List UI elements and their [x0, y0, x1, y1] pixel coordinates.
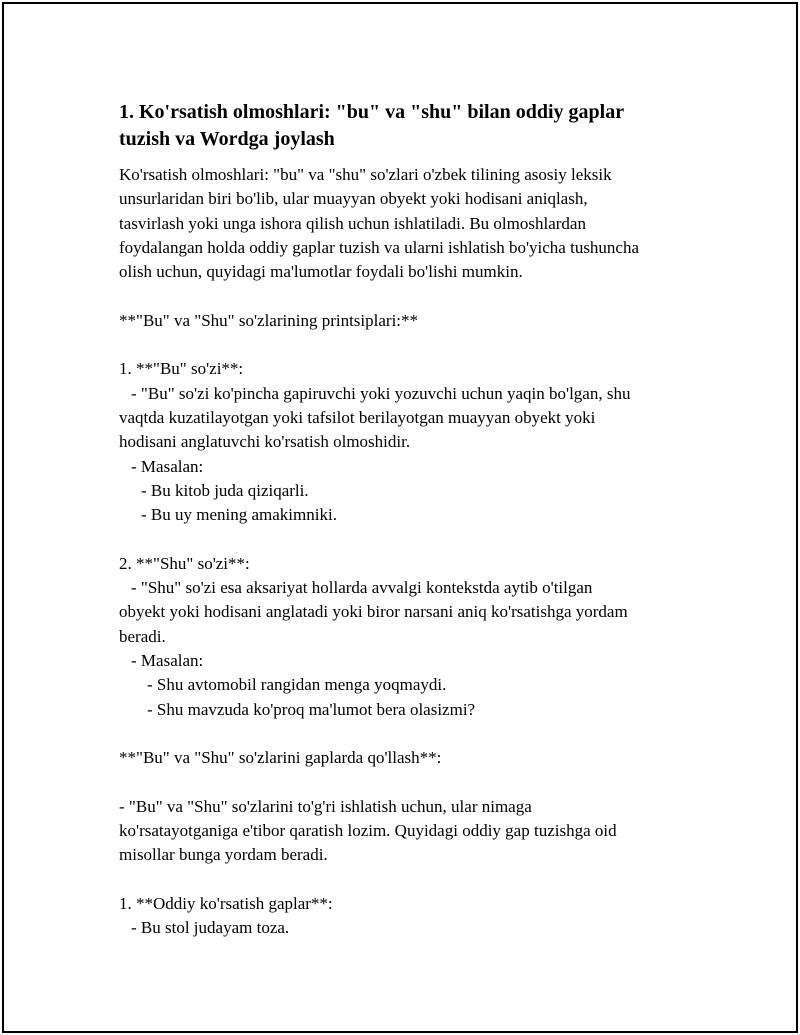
spacer — [119, 770, 699, 794]
shu-heading: 2. **"Shu" so'zi**: — [119, 553, 250, 573]
text-line: hodisani anglatuvchi ko'rsatish olmoshidir. — [119, 432, 411, 452]
principles-heading: **"Bu" va "Shu" so'zlarining printsiplari:** — [119, 310, 419, 330]
document-page — [2, 2, 798, 1033]
spacer — [119, 333, 699, 357]
example-label: - Masalan: — [131, 650, 204, 670]
spacer — [119, 527, 699, 551]
text-line: obyekt yoki hodisani anglatadi yoki biror narsani aniq ko'rsatishga yordam — [119, 602, 628, 622]
text-line: misollar bunga yordam beradi. — [119, 845, 328, 865]
title-line: 1. Ko'rsatish olmoshlari: "bu" va "shu" bilan oddiy gaplar — [119, 101, 625, 123]
text-line: beradi. — [119, 626, 166, 646]
bu-section — [119, 357, 699, 527]
bu-heading: 1. **"Bu" so'zi**: — [119, 359, 244, 379]
spacer — [119, 868, 699, 892]
text-line: olish uchun, quyidagi ma'lumotlar foydali bo'lishi mumkin. — [119, 262, 523, 282]
title-line: tuzish va Wordga joylash — [119, 128, 335, 150]
spacer — [119, 722, 699, 746]
example-item: - Shu avtomobil rangidan menga yoqmaydi. — [147, 675, 447, 695]
spacer — [119, 284, 699, 308]
text-line: foydalangan holda oddiy gaplar tuzish va ularni ishlatish bo'yicha tushuncha — [119, 237, 640, 257]
text-line: Ko'rsatish olmoshlari: "bu" va "shu" so'zlari o'zbek tilining asosiy leksik — [119, 165, 612, 184]
usage-paragraph — [119, 795, 699, 868]
document-title — [119, 99, 699, 153]
example-item: - Shu mavzuda ko'proq ma'lumot bera olasizmi? — [147, 699, 476, 719]
example-item: - Bu stol judayam toza. — [131, 918, 290, 938]
example-item: - Bu kitob juda qiziqarli. — [141, 480, 309, 500]
text-line: - "Bu" va "Shu" so'zlarini to'g'ri ishlatish uchun, ular nimaga — [119, 796, 532, 816]
text-line: tasvirlash yoki unga ishora qilish uchun ishlatiladi. Bu olmoshlardan — [119, 213, 586, 233]
text-line: ko'rsatayotganiga e'tibor qaratish lozim. Quyidagi oddiy gap tuzishga oid — [119, 821, 617, 841]
shu-section — [119, 552, 699, 722]
text-line: - "Bu" so'zi ko'pincha gapiruvchi yoki yozuvchi uchun yaqin bo'lgan, shu — [131, 383, 631, 403]
text-line: - "Shu" so'zi esa aksariyat hollarda avvalgi kontekstda aytib o'tilgan — [131, 578, 593, 598]
simple-heading: 1. **Oddiy ko'rsatish gaplar**: — [119, 893, 333, 913]
example-label: - Masalan: — [131, 456, 204, 476]
text-line: vaqtda kuzatilayotgan yoki tafsilot berilayotgan muayyan obyekt yoki — [119, 407, 596, 427]
example-item: - Bu uy mening amakimniki. — [141, 505, 337, 525]
intro-paragraph — [119, 163, 699, 284]
text-line: unsurlaridan biri bo'lib, ular muayyan obyekt yoki hodisani aniqlash, — [119, 189, 588, 209]
usage-heading: **"Bu" va "Shu" so'zlarini gaplarda qo'llash**: — [119, 748, 442, 768]
document-body — [119, 99, 699, 941]
simple-section — [119, 892, 699, 941]
